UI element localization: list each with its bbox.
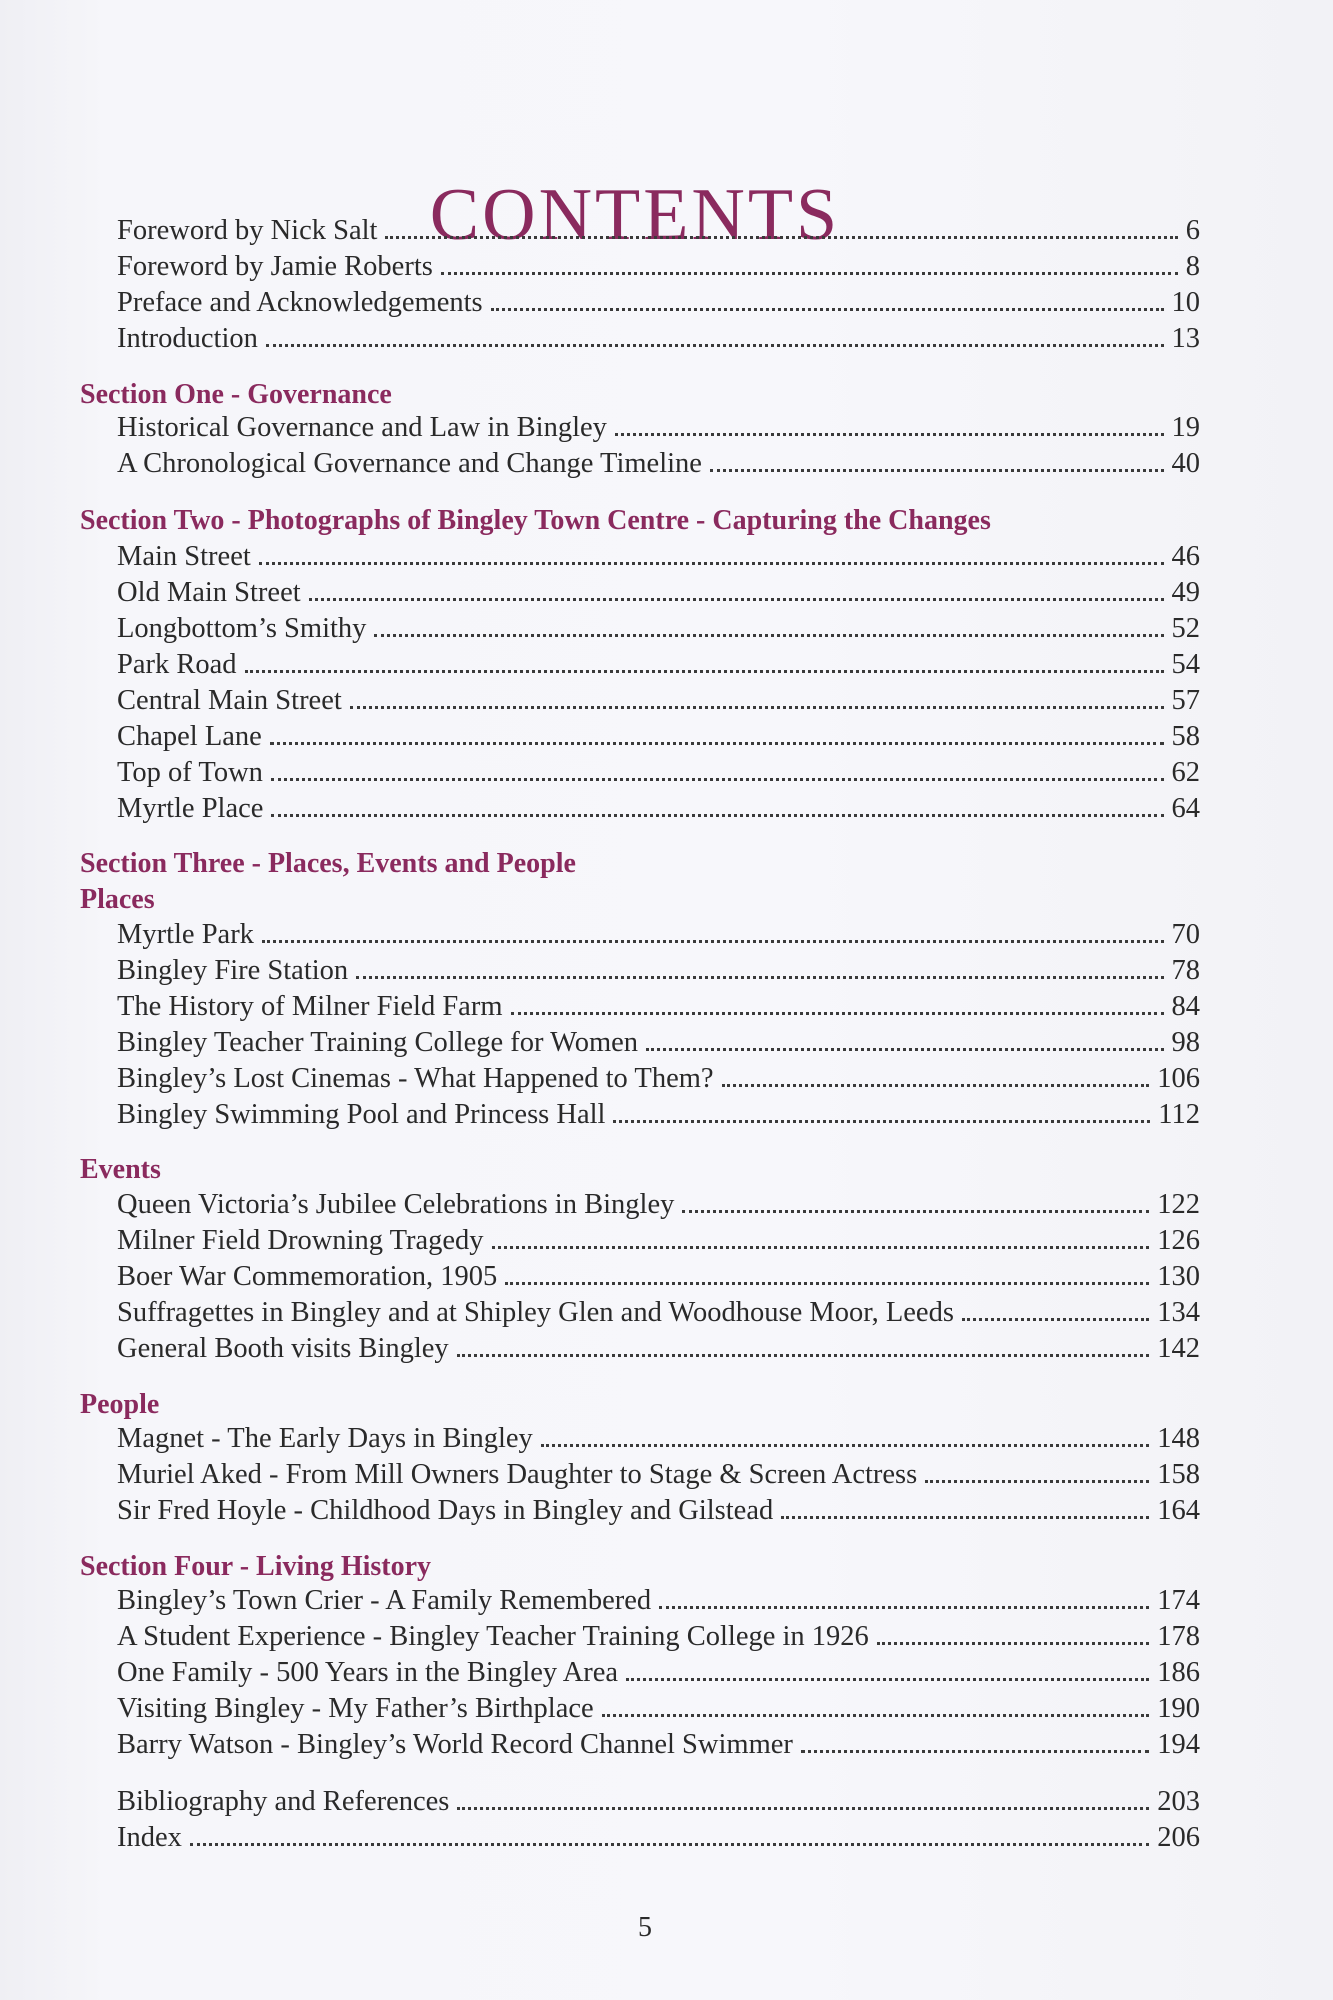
dot-leader: [385, 216, 1177, 239]
entry-title: Visiting Bingley - My Father’s Birthplace: [117, 1693, 594, 1724]
section-heading: Section Three - Places, Events and People: [80, 848, 576, 879]
dot-leader: [245, 650, 1164, 673]
entry-page-number: 174: [1157, 1585, 1200, 1616]
entry-title: One Family - 500 Years in the Bingley Area: [117, 1657, 619, 1688]
entry-page-number: 112: [1158, 1099, 1200, 1130]
entry-page-number: 203: [1157, 1786, 1200, 1817]
entry-page-number: 78: [1171, 955, 1200, 986]
entry-title: Bingley’s Town Crier - A Family Remembered: [117, 1585, 652, 1616]
section-heading: Section One - Governance: [80, 379, 392, 410]
entry-title: Queen Victoria’s Jubilee Celebrations in Bingley: [117, 1189, 675, 1220]
toc-entry[interactable]: [117, 1260, 1200, 1294]
toc-entry[interactable]: [117, 576, 1200, 610]
dot-leader: [781, 1496, 1149, 1519]
dot-leader: [962, 1298, 1149, 1321]
entry-page-number: 40: [1171, 448, 1200, 479]
toc-entry[interactable]: [117, 411, 1200, 445]
entry-page-number: 64: [1171, 793, 1200, 824]
entry-page-number: 134: [1157, 1297, 1200, 1328]
entry-page-number: 84: [1171, 991, 1200, 1022]
toc-entry[interactable]: [117, 1062, 1200, 1096]
dot-leader: [615, 413, 1164, 436]
toc-entry[interactable]: [117, 720, 1200, 754]
entry-title: Central Main Street: [117, 685, 342, 716]
entry-page-number: 148: [1157, 1423, 1200, 1454]
dot-leader: [271, 794, 1163, 817]
entry-page-number: 106: [1157, 1063, 1200, 1094]
dot-leader: [492, 1226, 1150, 1249]
toc-entry[interactable]: [117, 1422, 1200, 1456]
entry-title: Myrtle Park: [117, 919, 254, 950]
toc-entry[interactable]: [117, 1458, 1200, 1492]
entry-page-number: 49: [1171, 577, 1200, 608]
dot-leader: [491, 288, 1164, 311]
toc-entry[interactable]: [117, 1584, 1200, 1618]
toc-entry[interactable]: [117, 684, 1200, 718]
toc-entry[interactable]: [117, 1224, 1200, 1258]
toc-entry[interactable]: [117, 1188, 1200, 1222]
entry-title: General Booth visits Bingley: [117, 1333, 449, 1364]
toc-entry[interactable]: [117, 1656, 1200, 1690]
dot-leader: [262, 920, 1164, 943]
entry-title: Foreword by Nick Salt: [117, 215, 378, 246]
toc-entry[interactable]: [117, 1692, 1200, 1726]
dot-leader: [925, 1460, 1149, 1483]
dot-leader: [266, 324, 1164, 347]
dot-leader: [801, 1730, 1149, 1753]
entry-page-number: 178: [1157, 1621, 1200, 1652]
toc-entry[interactable]: [117, 250, 1200, 284]
toc-entry[interactable]: [117, 1821, 1200, 1855]
subsection-heading-events: Events: [80, 1154, 161, 1185]
toc-entry[interactable]: [117, 1728, 1200, 1762]
toc-entry[interactable]: [117, 648, 1200, 682]
dot-leader: [270, 722, 1164, 745]
toc-entry[interactable]: [117, 756, 1200, 790]
toc-entry[interactable]: [117, 1332, 1200, 1366]
entry-title: Bibliography and References: [117, 1786, 450, 1817]
entry-page-number: 126: [1157, 1225, 1200, 1256]
entry-page-number: 190: [1157, 1693, 1200, 1724]
toc-entry[interactable]: [117, 792, 1200, 826]
dot-leader: [190, 1823, 1149, 1846]
entry-page-number: 206: [1157, 1822, 1200, 1853]
toc-entry[interactable]: [117, 1494, 1200, 1528]
dot-leader: [505, 1262, 1149, 1285]
entry-title: Barry Watson - Bingley’s World Record Channel Swimmer: [117, 1729, 793, 1760]
entry-page-number: 130: [1157, 1261, 1200, 1292]
entry-title: Sir Fred Hoyle - Childhood Days in Bingley and Gilstead: [117, 1495, 774, 1526]
entry-title: Introduction: [117, 323, 258, 354]
toc-entry[interactable]: [117, 540, 1200, 574]
entry-title: Milner Field Drowning Tragedy: [117, 1225, 484, 1256]
entry-title: Main Street: [117, 541, 251, 572]
entry-title: The History of Milner Field Farm: [117, 991, 503, 1022]
dot-leader: [613, 1100, 1150, 1123]
entry-title: Bingley Swimming Pool and Princess Hall: [117, 1099, 606, 1130]
entry-title: Preface and Acknowledgements: [117, 287, 483, 318]
entry-title: A Student Experience - Bingley Teacher Training College in 1926: [117, 1621, 869, 1652]
toc-entry[interactable]: [117, 954, 1200, 988]
toc-entry[interactable]: [117, 1620, 1200, 1654]
toc-entry[interactable]: [117, 322, 1200, 356]
entry-page-number: 10: [1171, 287, 1200, 318]
dot-leader: [259, 542, 1164, 565]
toc-entry[interactable]: [117, 1098, 1200, 1132]
entry-title: Foreword by Jamie Roberts: [117, 251, 433, 282]
entry-title: Historical Governance and Law in Bingley: [117, 412, 607, 443]
toc-entry[interactable]: [117, 612, 1200, 646]
entry-title: Boer War Commemoration, 1905: [117, 1261, 498, 1292]
dot-leader: [646, 1028, 1163, 1051]
dot-leader: [659, 1586, 1149, 1609]
entry-page-number: 13: [1171, 323, 1200, 354]
dot-leader: [271, 758, 1164, 781]
entry-page-number: 122: [1157, 1189, 1200, 1220]
dot-leader: [457, 1334, 1150, 1357]
dot-leader: [682, 1190, 1149, 1213]
dot-leader: [722, 1064, 1150, 1087]
toc-entry[interactable]: [117, 918, 1200, 952]
entry-title: Old Main Street: [117, 577, 301, 608]
section-heading: Section Two - Photographs of Bingley Town Centre - Capturing the Changes: [80, 505, 991, 536]
toc-entry[interactable]: [117, 214, 1200, 248]
entry-page-number: 62: [1171, 757, 1200, 788]
entry-title: Bingley Teacher Training College for Women: [117, 1027, 639, 1058]
entry-page-number: 158: [1157, 1459, 1200, 1490]
entry-page-number: 6: [1185, 215, 1200, 246]
entry-page-number: 164: [1157, 1495, 1200, 1526]
dot-leader: [710, 449, 1164, 472]
dot-leader: [309, 578, 1164, 601]
entry-title: Suffragettes in Bingley and at Shipley Glen and Woodhouse Moor, Leeds: [117, 1297, 954, 1328]
dot-leader: [441, 252, 1178, 275]
entry-page-number: 52: [1171, 613, 1200, 644]
entry-title: Top of Town: [117, 757, 263, 788]
entry-page-number: 54: [1171, 649, 1200, 680]
entry-page-number: 19: [1171, 412, 1200, 443]
entry-page-number: 46: [1171, 541, 1200, 572]
dot-leader: [541, 1424, 1149, 1447]
entry-title: Longbottom’s Smithy: [117, 613, 367, 644]
section-heading: Section Four - Living History: [80, 1551, 432, 1582]
entry-title: Myrtle Place: [117, 793, 264, 824]
entry-page-number: 70: [1171, 919, 1200, 950]
dot-leader: [457, 1787, 1149, 1810]
page-number: 5: [638, 1912, 652, 1943]
entry-page-number: 142: [1157, 1333, 1200, 1364]
toc-entry[interactable]: [117, 447, 1200, 481]
toc-entry[interactable]: [117, 1785, 1200, 1819]
entry-page-number: 98: [1171, 1027, 1200, 1058]
dot-leader: [511, 992, 1164, 1015]
dot-leader: [877, 1622, 1149, 1645]
entry-title: Park Road: [117, 649, 237, 680]
entry-title: Bingley’s Lost Cinemas - What Happened to Them?: [117, 1063, 714, 1094]
entry-title: Magnet - The Early Days in Bingley: [117, 1423, 533, 1454]
dot-leader: [350, 686, 1164, 709]
entry-page-number: 194: [1157, 1729, 1200, 1760]
entry-title: Index: [117, 1822, 182, 1853]
subsection-heading-people: People: [80, 1389, 160, 1420]
toc-entry[interactable]: [117, 1026, 1200, 1060]
dot-leader: [602, 1694, 1150, 1717]
entry-page-number: 186: [1157, 1657, 1200, 1688]
subsection-heading-places: Places: [80, 884, 155, 915]
toc-entry[interactable]: [117, 990, 1200, 1024]
entry-page-number: 58: [1171, 721, 1200, 752]
entry-title: Chapel Lane: [117, 721, 262, 752]
toc-entry[interactable]: [117, 286, 1200, 320]
entry-title: Bingley Fire Station: [117, 955, 349, 986]
entry-title: Muriel Aked - From Mill Owners Daughter to Stage & Screen Actress: [117, 1459, 918, 1490]
toc-entry[interactable]: [117, 1296, 1200, 1330]
entry-title: A Chronological Governance and Change Timeline: [117, 448, 702, 479]
dot-leader: [356, 956, 1163, 979]
page-title: CONTENTS: [429, 173, 841, 256]
dot-leader: [374, 614, 1163, 637]
entry-page-number: 57: [1171, 685, 1200, 716]
dot-leader: [626, 1658, 1149, 1681]
entry-page-number: 8: [1185, 251, 1200, 282]
